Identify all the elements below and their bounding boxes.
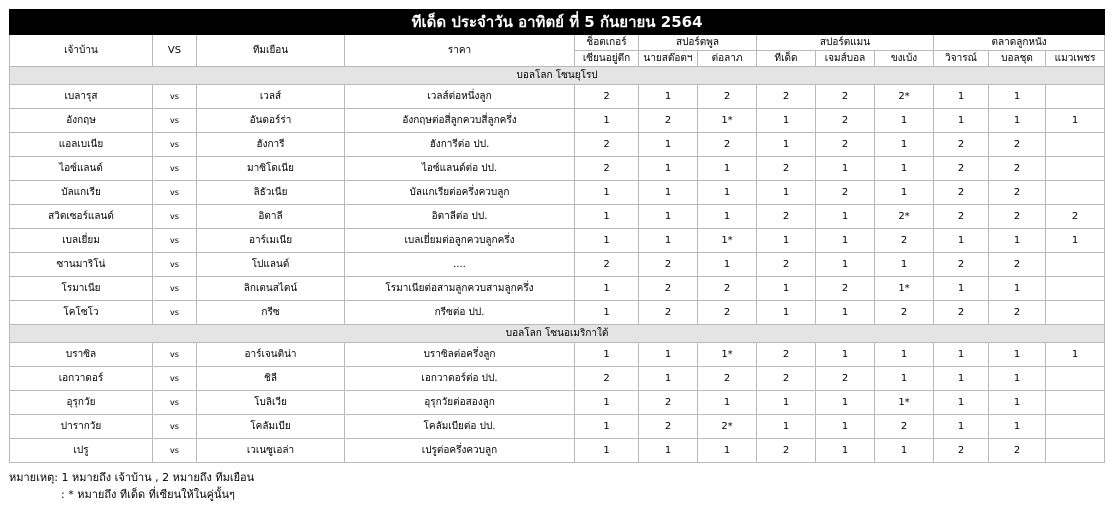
table-row <box>10 133 1105 157</box>
pick-cell: 1 <box>816 415 875 439</box>
pick-cell <box>1046 253 1105 277</box>
pick-cell: 1 <box>816 343 875 367</box>
pick-cell: 1 <box>639 367 698 391</box>
header-group-taladlooknang: ตลาดลูกหนัง <box>934 35 1105 51</box>
vs-cell: vs <box>153 181 197 205</box>
pick-cell: 2 <box>816 277 875 301</box>
pick-cell: 2 <box>575 85 639 109</box>
header-tipster: วิจารณ์ <box>934 51 989 67</box>
pick-cell: 2 <box>757 253 816 277</box>
table-row <box>10 391 1105 415</box>
pick-cell: 2 <box>575 367 639 391</box>
table-body <box>10 67 1105 463</box>
section-header: บอลโลก โซนอเมริกาใต้ <box>10 325 1105 343</box>
pick-cell: 1 <box>875 343 934 367</box>
pick-cell: 1 <box>934 85 989 109</box>
table-row <box>10 157 1105 181</box>
pick-cell: 1 <box>639 343 698 367</box>
vs-cell: vs <box>153 367 197 391</box>
pick-cell: 2 <box>757 343 816 367</box>
vs-cell: vs <box>153 109 197 133</box>
pick-cell: 1 <box>934 415 989 439</box>
pick-cell: 1 <box>875 157 934 181</box>
pick-cell: 1 <box>698 157 757 181</box>
pick-cell: 2 <box>757 439 816 463</box>
away-team-cell: โคลัมเบีย <box>197 415 345 439</box>
home-team-cell: โรมาเนีย <box>10 277 153 301</box>
away-team-cell: อาร์เจนติน่า <box>197 343 345 367</box>
pick-cell: 1 <box>575 415 639 439</box>
pick-cell: 1 <box>757 301 816 325</box>
pick-cell: 1 <box>757 133 816 157</box>
home-team-cell: สวิตเซอร์แลนด์ <box>10 205 153 229</box>
pick-cell <box>1046 301 1105 325</box>
pick-cell: 1 <box>1046 229 1105 253</box>
pick-cell: 1 <box>989 391 1046 415</box>
pick-cell: 2 <box>698 301 757 325</box>
pick-cell: 1* <box>698 343 757 367</box>
header-tipster: บอลชุด <box>989 51 1046 67</box>
table-row <box>10 367 1105 391</box>
pick-cell: 2 <box>989 157 1046 181</box>
pick-cell: 1 <box>989 85 1046 109</box>
price-cell: กรีซต่อ ปป. <box>345 301 575 325</box>
vs-cell: vs <box>153 157 197 181</box>
pick-cell <box>1046 181 1105 205</box>
home-team-cell: เบลารุส <box>10 85 153 109</box>
header-group-shotger: ช็อตเกอร์ <box>575 35 639 51</box>
notes <box>9 469 254 503</box>
pick-cell: 2 <box>698 367 757 391</box>
pick-cell: 1 <box>989 109 1046 133</box>
table-row <box>10 439 1105 463</box>
table-row <box>10 181 1105 205</box>
pick-cell: 1 <box>639 229 698 253</box>
pick-cell: 1 <box>757 109 816 133</box>
pick-cell: 2 <box>757 157 816 181</box>
tips-table <box>9 9 1105 463</box>
pick-cell: 1 <box>816 301 875 325</box>
pick-cell: 2 <box>1046 205 1105 229</box>
header-tipster: ขงเบ้ง <box>875 51 934 67</box>
header-price: ราคา <box>345 35 575 67</box>
home-team-cell: ไอซ์แลนด์ <box>10 157 153 181</box>
pick-cell: 2 <box>989 253 1046 277</box>
away-team-cell: ฮังการี <box>197 133 345 157</box>
pick-cell: 1 <box>934 367 989 391</box>
vs-cell: vs <box>153 133 197 157</box>
home-team-cell: เอกวาดอร์ <box>10 367 153 391</box>
pick-cell: 2 <box>816 367 875 391</box>
pick-cell: 1 <box>575 109 639 133</box>
pick-cell: 1 <box>575 439 639 463</box>
home-team-cell: แอลเบเนีย <box>10 133 153 157</box>
vs-cell: vs <box>153 253 197 277</box>
price-cell: ไอซ์แลนด์ต่อ ปป. <box>345 157 575 181</box>
home-team-cell: อุรุกวัย <box>10 391 153 415</box>
pick-cell: 1* <box>875 391 934 415</box>
table-row <box>10 253 1105 277</box>
pick-cell: 1 <box>639 157 698 181</box>
pick-cell: 1 <box>575 343 639 367</box>
pick-cell: 2 <box>816 109 875 133</box>
tips-table-container <box>9 9 1104 463</box>
pick-cell: 1 <box>575 277 639 301</box>
pick-cell: 1 <box>757 229 816 253</box>
pick-cell: 2 <box>698 133 757 157</box>
pick-cell: 2 <box>934 253 989 277</box>
pick-cell: 1 <box>934 229 989 253</box>
price-cell: อุรุกวัยต่อสองลูก <box>345 391 575 415</box>
table-row <box>10 109 1105 133</box>
pick-cell: 2 <box>989 181 1046 205</box>
price-cell: ฮังการีต่อ ปป. <box>345 133 575 157</box>
pick-cell: 2 <box>698 277 757 301</box>
pick-cell: 2 <box>639 277 698 301</box>
pick-cell: 2 <box>639 253 698 277</box>
pick-cell: 1 <box>757 181 816 205</box>
pick-cell: 1 <box>989 277 1046 301</box>
price-cell: เบลเยี่ยมต่อลูกควบลูกครึ่ง <box>345 229 575 253</box>
price-cell: .... <box>345 253 575 277</box>
home-team-cell: ซานมาริโน่ <box>10 253 153 277</box>
pick-cell: 1 <box>698 181 757 205</box>
pick-cell <box>1046 415 1105 439</box>
away-team-cell: โบลิเวีย <box>197 391 345 415</box>
away-team-cell: โปแลนด์ <box>197 253 345 277</box>
pick-cell: 2 <box>639 415 698 439</box>
pick-cell <box>1046 133 1105 157</box>
away-team-cell: ลิกเตนสไตน์ <box>197 277 345 301</box>
pick-cell: 1 <box>875 109 934 133</box>
pick-cell: 1 <box>575 301 639 325</box>
pick-cell: 2* <box>875 205 934 229</box>
pick-cell: 1* <box>698 109 757 133</box>
pick-cell <box>1046 367 1105 391</box>
price-cell: บราซิลต่อครึ่งลูก <box>345 343 575 367</box>
pick-cell: 1 <box>639 181 698 205</box>
pick-cell: 1* <box>698 229 757 253</box>
away-team-cell: กรีซ <box>197 301 345 325</box>
pick-cell: 2 <box>816 133 875 157</box>
home-team-cell: อังกฤษ <box>10 109 153 133</box>
pick-cell: 1 <box>816 439 875 463</box>
header-tipster: เจมส์บอล <box>816 51 875 67</box>
vs-cell: vs <box>153 343 197 367</box>
page-title: ทีเด็ด ประจำวัน อาทิตย์ ที่ 5 กันยายน 2564 <box>10 10 1105 35</box>
pick-cell: 1 <box>816 229 875 253</box>
pick-cell: 1 <box>639 205 698 229</box>
pick-cell: 1 <box>698 391 757 415</box>
table-row <box>10 85 1105 109</box>
pick-cell: 2 <box>989 205 1046 229</box>
note-line: หมายเหตุ: 1 หมายถึง เจ้าบ้าน , 2 หมายถึง ทีมเยือน <box>9 471 255 484</box>
table-row <box>10 277 1105 301</box>
pick-cell: 1 <box>698 253 757 277</box>
note-line: : * หมายถึง ทีเด็ด ที่เซียนให้ในคู่นั้นๆ <box>61 488 235 501</box>
pick-cell: 2 <box>757 367 816 391</box>
pick-cell <box>1046 277 1105 301</box>
pick-cell: 1 <box>575 181 639 205</box>
pick-cell: 2 <box>934 157 989 181</box>
pick-cell <box>1046 157 1105 181</box>
section-header: บอลโลก โซนยุโรป <box>10 67 1105 85</box>
table-row <box>10 415 1105 439</box>
pick-cell: 1 <box>934 391 989 415</box>
pick-cell: 2 <box>639 301 698 325</box>
pick-cell <box>1046 391 1105 415</box>
header-tipster: ต่อลาภ <box>698 51 757 67</box>
price-cell: เอกวาดอร์ต่อ ปป. <box>345 367 575 391</box>
pick-cell: 1 <box>816 205 875 229</box>
home-team-cell: เบลเยี่ยม <box>10 229 153 253</box>
away-team-cell: ชิลี <box>197 367 345 391</box>
away-team-cell: เวลส์ <box>197 85 345 109</box>
home-team-cell: ปารากวัย <box>10 415 153 439</box>
home-team-cell: บราซิล <box>10 343 153 367</box>
pick-cell: 2 <box>989 133 1046 157</box>
pick-cell: 1 <box>575 205 639 229</box>
header-group-sportman: สปอร์ตแมน <box>757 35 934 51</box>
pick-cell: 1 <box>639 133 698 157</box>
pick-cell: 2 <box>575 253 639 277</box>
table-row <box>10 205 1105 229</box>
table-row <box>10 229 1105 253</box>
pick-cell: 2 <box>757 205 816 229</box>
pick-cell: 1 <box>934 277 989 301</box>
pick-cell: 1 <box>639 85 698 109</box>
table-row <box>10 301 1105 325</box>
vs-cell: vs <box>153 85 197 109</box>
pick-cell: 2 <box>875 301 934 325</box>
pick-cell: 2 <box>575 157 639 181</box>
pick-cell: 2 <box>934 181 989 205</box>
header-tipster: นายสต๊อตฯ <box>639 51 698 67</box>
pick-cell: 1 <box>875 181 934 205</box>
pick-cell: 1 <box>575 229 639 253</box>
pick-cell: 1 <box>757 277 816 301</box>
pick-cell <box>1046 439 1105 463</box>
pick-cell: 1 <box>875 253 934 277</box>
home-team-cell: บัลแกเรีย <box>10 181 153 205</box>
price-cell: เปรูต่อครึ่งควบลูก <box>345 439 575 463</box>
price-cell: บัลแกเรียต่อครึ่งควบลูก <box>345 181 575 205</box>
away-team-cell: มาซิโดเนีย <box>197 157 345 181</box>
home-team-cell: โคโซโว <box>10 301 153 325</box>
header-group-sportpool: สปอร์ตพูล <box>639 35 757 51</box>
pick-cell: 1 <box>816 391 875 415</box>
header-home: เจ้าบ้าน <box>10 35 153 67</box>
pick-cell: 1 <box>934 343 989 367</box>
header-vs: VS <box>153 35 197 67</box>
price-cell: โคลัมเบียต่อ ปป. <box>345 415 575 439</box>
header-tipster: ทีเด็ด <box>757 51 816 67</box>
pick-cell: 1 <box>1046 343 1105 367</box>
pick-cell: 2 <box>989 301 1046 325</box>
pick-cell: 1* <box>875 277 934 301</box>
pick-cell: 1 <box>757 415 816 439</box>
pick-cell: 1 <box>989 229 1046 253</box>
away-team-cell: อันดอร์ร่า <box>197 109 345 133</box>
pick-cell: 2 <box>934 133 989 157</box>
vs-cell: vs <box>153 439 197 463</box>
pick-cell: 2 <box>816 181 875 205</box>
pick-cell: 2 <box>757 85 816 109</box>
pick-cell: 2 <box>875 229 934 253</box>
pick-cell: 2 <box>934 205 989 229</box>
price-cell: เวลส์ต่อหนึ่งลูก <box>345 85 575 109</box>
pick-cell: 2 <box>575 133 639 157</box>
pick-cell: 2 <box>934 301 989 325</box>
header-tipster: เซียนอยู่ตึก <box>575 51 639 67</box>
pick-cell: 2 <box>934 439 989 463</box>
pick-cell: 1 <box>875 439 934 463</box>
vs-cell: vs <box>153 205 197 229</box>
pick-cell: 1 <box>816 253 875 277</box>
vs-cell: vs <box>153 391 197 415</box>
pick-cell: 2* <box>875 85 934 109</box>
pick-cell: 1 <box>698 439 757 463</box>
vs-cell: vs <box>153 301 197 325</box>
header-tipster: แมวเพชร <box>1046 51 1105 67</box>
pick-cell: 2* <box>698 415 757 439</box>
pick-cell: 1 <box>989 343 1046 367</box>
pick-cell: 2 <box>875 415 934 439</box>
pick-cell: 1 <box>875 133 934 157</box>
pick-cell: 1 <box>1046 109 1105 133</box>
price-cell: อังกฤษต่อสี่ลูกควบสี่ลูกครึ่ง <box>345 109 575 133</box>
pick-cell: 1 <box>575 391 639 415</box>
pick-cell: 2 <box>639 391 698 415</box>
pick-cell: 1 <box>989 415 1046 439</box>
price-cell: อิตาลีต่อ ปป. <box>345 205 575 229</box>
pick-cell: 1 <box>698 205 757 229</box>
away-team-cell: อาร์เมเนีย <box>197 229 345 253</box>
away-team-cell: อิตาลี <box>197 205 345 229</box>
pick-cell: 2 <box>989 439 1046 463</box>
header-away: ทีมเยือน <box>197 35 345 67</box>
pick-cell <box>1046 85 1105 109</box>
pick-cell: 2 <box>639 109 698 133</box>
home-team-cell: เปรู <box>10 439 153 463</box>
pick-cell: 1 <box>875 367 934 391</box>
away-team-cell: เวเนซูเอล่า <box>197 439 345 463</box>
pick-cell: 1 <box>989 367 1046 391</box>
pick-cell: 1 <box>816 157 875 181</box>
price-cell: โรมาเนียต่อสามลูกควบสามลูกครึ่ง <box>345 277 575 301</box>
pick-cell: 1 <box>639 439 698 463</box>
vs-cell: vs <box>153 415 197 439</box>
vs-cell: vs <box>153 229 197 253</box>
pick-cell: 1 <box>934 109 989 133</box>
vs-cell: vs <box>153 277 197 301</box>
pick-cell: 1 <box>757 391 816 415</box>
away-team-cell: ลิธัวเนีย <box>197 181 345 205</box>
pick-cell: 2 <box>816 85 875 109</box>
table-row <box>10 343 1105 367</box>
pick-cell: 2 <box>698 85 757 109</box>
